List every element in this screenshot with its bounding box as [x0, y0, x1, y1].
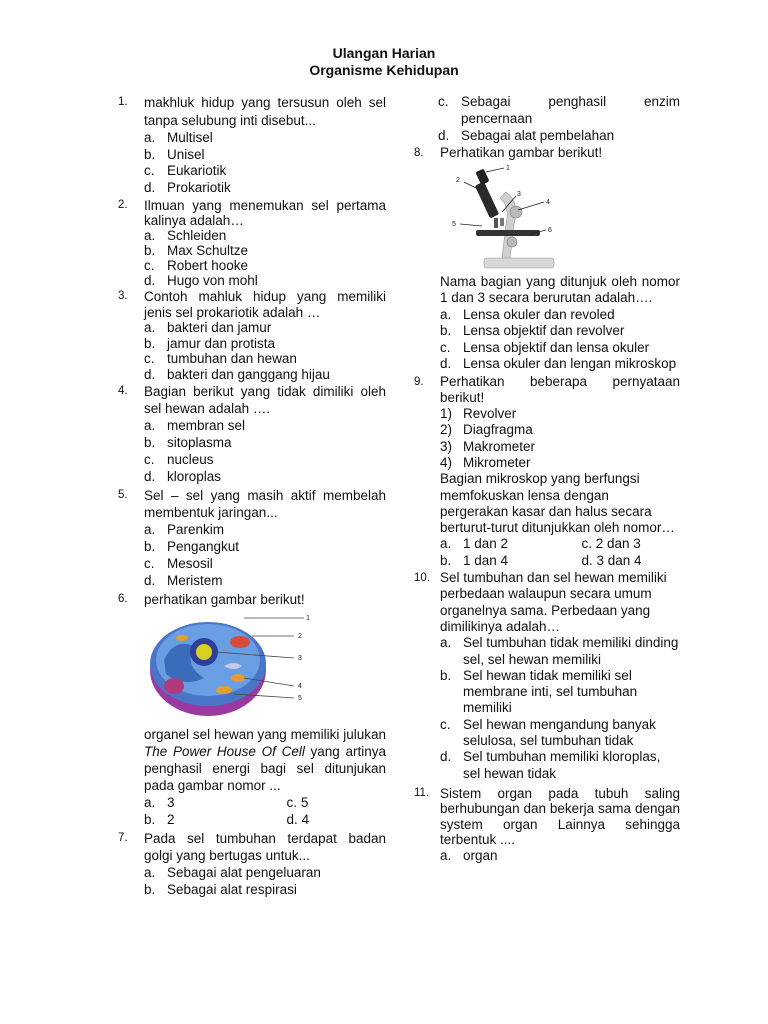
- option[interactable]: d. bakteri dan ganggang hijau: [144, 366, 330, 382]
- option[interactable]: c. Mesosil: [144, 556, 213, 571]
- statement: 2) Diagfragma: [440, 422, 533, 438]
- option[interactable]: b. 2: [144, 812, 175, 827]
- option[interactable]: c. Robert hooke: [144, 258, 249, 273]
- question-1: [118, 94, 386, 196]
- question-number: 9.: [414, 375, 424, 388]
- question-8: [414, 145, 680, 373]
- figure-label: 5: [298, 695, 302, 702]
- statement: 4) Mikrometer: [440, 454, 531, 470]
- option[interactable]: b. Sel hewan tidak memiliki sel membrane inti, sel tumbuhan memiliki: [440, 667, 638, 716]
- figure-label: 1: [306, 615, 310, 622]
- option-row: [144, 794, 386, 811]
- question-text: Perhatikan beberapa pernyataan berikut!: [440, 373, 680, 405]
- option[interactable]: a. Schleiden: [144, 228, 227, 243]
- option[interactable]: c. Lensa objektif dan lensa okuler: [440, 339, 650, 355]
- figure-label: 2: [456, 176, 460, 184]
- option[interactable]: a. membran sel: [144, 418, 246, 433]
- question-text-2: Bagian mikroskop yang berfungsi memfokuskan lensa dengan pergerakan kasar dan halus secara berturut-turut ditunjukkan oleh nomor…: [440, 471, 675, 536]
- option[interactable]: b. Lensa objektif dan revolver: [440, 323, 625, 338]
- option[interactable]: b. Unisel: [144, 146, 205, 162]
- figure-label: 4: [546, 198, 550, 206]
- question-number: 1.: [118, 96, 128, 108]
- figure-label: 5: [452, 220, 456, 228]
- option[interactable]: c. tumbuhan dan hewan: [144, 351, 297, 366]
- question-number: 3.: [118, 290, 128, 302]
- statement: 3) Makrometer: [440, 438, 536, 454]
- question-text-2: Nama bagian yang ditunjuk oleh nomor 1 dan 3 secara berurutan adalah….: [440, 273, 680, 305]
- option[interactable]: d. 3 dan 4: [581, 552, 642, 568]
- option[interactable]: d. 4: [286, 812, 310, 827]
- question-text: Sistem organ pada tubuh saling berhubungan dan bekerja sama dengan system organ Lainnya sehingga terbentuk ....: [440, 785, 680, 848]
- option[interactable]: c. 5: [286, 795, 309, 810]
- option[interactable]: c. Sel hewan mengandung banyak selulosa, sel tumbuhan tidak: [440, 716, 656, 749]
- option[interactable]: c. nucleus: [144, 452, 214, 467]
- question-text: Sel tumbuhan dan sel hewan memiliki perbedaan walaupun secara umum organelnya sama. Perbedaan yang dimilikinya adalah…: [440, 570, 667, 634]
- option[interactable]: b. jamur dan protista: [144, 335, 276, 351]
- option[interactable]: b. Pengangkut: [144, 539, 240, 554]
- figure-label: 1: [506, 164, 510, 172]
- question-text: Bagian berikut yang tidak dimiliki oleh sel hewan adalah ….: [144, 384, 386, 416]
- question-number: 10.: [414, 572, 430, 585]
- option[interactable]: d. kloroplas: [144, 469, 222, 484]
- microscope-figure: [440, 162, 580, 274]
- statement: 1) Revolver: [440, 406, 517, 422]
- question-6: [118, 591, 386, 828]
- option[interactable]: d. Lensa okuler dan lengan mikroskop: [440, 356, 677, 371]
- option[interactable]: a. Multisel: [144, 130, 213, 145]
- option[interactable]: c. Eukariotik: [144, 163, 227, 178]
- question-number: 8.: [414, 147, 424, 159]
- question-9: [414, 374, 680, 570]
- question-7-continued: [414, 93, 680, 144]
- option[interactable]: a. Parenkim: [144, 522, 225, 537]
- option[interactable]: d. Hugo von mohl: [144, 273, 258, 288]
- question-text: Ilmuan yang menemukan sel pertama kalinya adalah…: [144, 198, 386, 228]
- question-11: [414, 786, 680, 864]
- option[interactable]: a. organ: [440, 847, 498, 863]
- left-column: [118, 94, 386, 898]
- figure-label: 3: [517, 190, 521, 198]
- question-text: Perhatikan gambar berikut!: [440, 145, 603, 160]
- question-7: [118, 830, 386, 898]
- question-3: [118, 289, 386, 382]
- option[interactable]: d. Sel tumbuhan memiliki kloroplas, sel hewan tidak: [440, 749, 661, 781]
- question-10: [414, 570, 680, 782]
- question-4: [118, 383, 386, 485]
- animal-cell-figure: [144, 608, 374, 726]
- option[interactable]: c. 2 dan 3: [581, 536, 641, 552]
- question-text-2: organel sel hewan yang memiliki julukan The Power House Of Cell yang artinya penghasil energi bagi sel ditunjukan pada gambar nomor ...: [144, 727, 387, 793]
- option-row: [440, 553, 680, 569]
- page-title: Ulangan Harian: [332, 45, 436, 61]
- option[interactable]: a. Sebagai alat pengeluaran: [144, 865, 321, 880]
- page-subtitle: Organisme Kehidupan: [309, 62, 459, 78]
- option[interactable]: c. Sebagai penghasil enzim pencernaan: [438, 94, 680, 126]
- option[interactable]: d. Meristem: [144, 573, 223, 588]
- question-5: [118, 487, 386, 589]
- option[interactable]: a. Lensa okuler dan revoled: [440, 306, 615, 322]
- option-row: [144, 811, 386, 828]
- question-number: 2.: [118, 199, 128, 211]
- question-number: 11.: [414, 786, 430, 799]
- figure-label: 6: [548, 226, 552, 234]
- question-number: 4.: [118, 385, 128, 397]
- figure-label: 2: [298, 633, 302, 640]
- option[interactable]: b. 1 dan 4: [440, 552, 509, 568]
- option-row: [440, 536, 680, 552]
- question-2: [118, 198, 386, 288]
- right-column: [414, 93, 680, 863]
- question-number: 7.: [118, 832, 128, 844]
- question-text: Pada sel tumbuhan terdapat badan golgi yang bertugas untuk...: [144, 831, 386, 863]
- question-text: Sel – sel yang masih aktif membelah membentuk jaringan...: [144, 488, 386, 520]
- figure-label: 3: [298, 655, 302, 662]
- option[interactable]: a. Sel tumbuhan tidak memiliki dinding sel, sel hewan memiliki: [440, 635, 679, 667]
- question-number: 5.: [118, 489, 128, 501]
- question-text: Contoh mahluk hidup yang memiliki jenis sel prokariotik adalah …: [144, 289, 386, 320]
- option[interactable]: a. bakteri dan jamur: [144, 320, 272, 335]
- option[interactable]: b. Max Schultze: [144, 243, 249, 258]
- option[interactable]: d. Sebagai alat pembelahan: [438, 128, 615, 143]
- question-text: perhatikan gambar berikut!: [144, 592, 305, 607]
- option[interactable]: a. 1 dan 2: [440, 536, 509, 552]
- figure-label: 4: [298, 683, 302, 690]
- question-number: 6.: [118, 593, 128, 605]
- option[interactable]: b. Sebagai alat respirasi: [144, 882, 297, 897]
- option[interactable]: a. 3: [144, 795, 175, 810]
- option[interactable]: d. Prokariotik: [144, 179, 231, 195]
- question-text: makhluk hidup yang tersusun oleh sel tanpa selubung inti disebut...: [144, 95, 386, 128]
- option[interactable]: b. sitoplasma: [144, 435, 232, 450]
